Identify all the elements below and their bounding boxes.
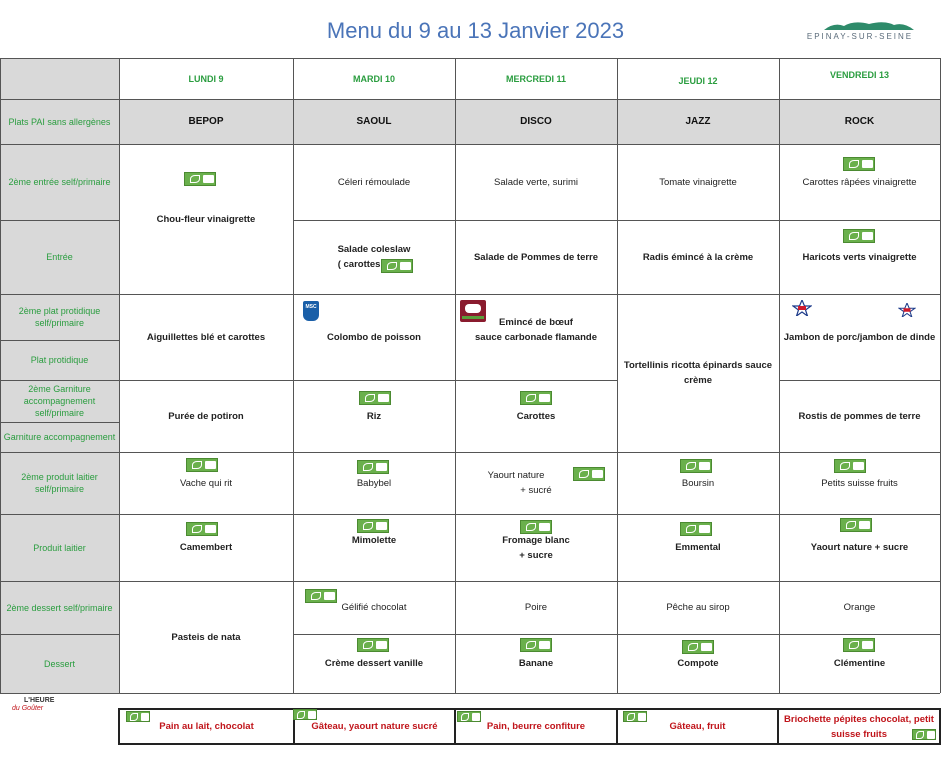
snack-mercredi: Pain, beurre confiture [456, 710, 616, 743]
theme-jeudi: JAZZ [617, 99, 779, 144]
jeudi-dessert: Compote [617, 634, 779, 693]
mardi-plat: Colombo de poisson [293, 294, 455, 380]
row-label-plat: Plat protidique [0, 340, 119, 380]
row-label-dessert: Dessert [0, 634, 119, 693]
mercredi-dessert: Banane [455, 634, 617, 693]
organic-icon [573, 467, 605, 481]
day-header-mardi: MARDI 10 [293, 58, 455, 99]
row-label-laitier2: 2ème produit laitier self/primaire [0, 452, 119, 514]
mercredi-entree: Salade de Pommes de terre [455, 220, 617, 294]
snack-lundi: Pain au lait, chocolat [120, 710, 293, 743]
vendredi-garniture: Rostis de pommes de terre [779, 380, 940, 452]
french-pork-icon [792, 300, 812, 316]
jeudi-laitier2: Boursin [617, 452, 779, 514]
lundi-laitier: Camembert [119, 514, 293, 581]
jeudi-laitier: Emmental [617, 514, 779, 581]
organic-icon [520, 391, 552, 405]
lundi-plat: Aiguillettes blé et carottes [119, 294, 293, 380]
organic-icon [843, 638, 875, 652]
jeudi-entree2: Tomate vinaigrette [617, 144, 779, 220]
mardi-laitier: Mimolette [293, 514, 455, 581]
jeudi-plat-line1: Tortellinis ricotta épinards sauce [623, 360, 773, 371]
mardi-dessert2: Gélifié chocolat [293, 581, 455, 634]
gouter-logo [12, 697, 66, 715]
theme-mardi: SAOUL [293, 99, 455, 144]
mercredi-garniture: Carottes [455, 380, 617, 452]
organic-icon [184, 172, 216, 186]
theme-vendredi: ROCK [779, 99, 940, 144]
mardi-entree2: Céleri rémoulade [293, 144, 455, 220]
jeudi-entree: Radis émincé à la crème [617, 220, 779, 294]
day-header-lundi: LUNDI 9 [119, 58, 293, 99]
french-beef-icon [460, 300, 486, 322]
organic-icon [843, 157, 875, 171]
vendredi-entree: Haricots verts vinaigrette [779, 220, 940, 294]
day-header-vendredi: VENDREDI 13 [779, 58, 940, 99]
theme-lundi: BEPOP [119, 99, 293, 144]
theme-mercredi: DISCO [455, 99, 617, 144]
organic-icon [840, 518, 872, 532]
organic-icon [357, 460, 389, 474]
mercredi-plat-line1: Emincé de bœuf [499, 317, 573, 328]
organic-icon [457, 711, 481, 722]
mardi-entree-line1: Salade coleslaw [337, 244, 411, 255]
mardi-entree-line2a: ( carottes [337, 259, 381, 270]
organic-icon [623, 711, 647, 722]
organic-icon [682, 640, 714, 654]
row-label-garniture: Garniture accompagnement [0, 422, 119, 452]
organic-icon [520, 520, 552, 534]
row-label-dessert2: 2ème dessert self/primaire [0, 581, 119, 634]
vendredi-dessert: Clémentine [779, 634, 940, 693]
msc-label-icon: MSC [303, 301, 319, 321]
organic-icon [293, 709, 317, 720]
mercredi-laitier2 [455, 452, 617, 514]
lundi-garniture: Purée de potiron [119, 380, 293, 452]
mercredi-entree2: Salade verte, surimi [455, 144, 617, 220]
jeudi-plat-line2: crème [684, 375, 712, 386]
city-logo [784, 18, 936, 42]
lundi-dessert: Pasteis de nata [119, 581, 293, 693]
row-label-entree: Entrée [0, 220, 119, 294]
mercredi-laitier2-line2: + sucré [520, 485, 552, 496]
organic-icon [834, 459, 866, 473]
city-skyline-icon [824, 20, 914, 30]
row-label-laitier: Produit laitier [0, 514, 119, 581]
snack-vendredi: Briochette pépites chocolat, petit suisse fruits [779, 710, 939, 743]
vendredi-dessert2: Orange [779, 581, 940, 634]
organic-icon [357, 519, 389, 533]
organic-icon [843, 229, 875, 243]
vendredi-entree2: Carottes râpées vinaigrette [779, 144, 940, 220]
lundi-laitier2: Vache qui rit [119, 452, 293, 514]
page-title: Menu du 9 au 13 Janvier 2023 [326, 18, 625, 43]
mardi-dessert: Crème dessert vanille [293, 634, 455, 693]
organic-icon [186, 522, 218, 536]
organic-icon [680, 459, 712, 473]
lundi-entree-text: Chou-fleur vinaigrette [156, 213, 256, 225]
gouter-logo-line1: L'HEURE [24, 697, 55, 704]
organic-icon [381, 259, 413, 273]
mardi-entree [293, 220, 455, 294]
mercredi-dessert2: Poire [455, 581, 617, 634]
vendredi-laitier: Yaourt nature + sucre [779, 514, 940, 581]
row-label-garniture2: 2ème Garniture accompagnement self/primaire [0, 380, 119, 422]
snack-jeudi: Gâteau, fruit [618, 710, 777, 743]
city-logo-text: EPINAY-SUR-SEINE [806, 32, 914, 41]
jeudi-plat [617, 294, 779, 452]
organic-icon [357, 638, 389, 652]
mercredi-plat-line2: sauce carbonade flamande [475, 332, 597, 343]
row-label-plat2: 2ème plat protidique self/primaire [0, 294, 119, 340]
gouter-logo-line2: du Goûter [12, 705, 44, 712]
mercredi-laitier-line1: Fromage blanc [502, 534, 570, 546]
organic-icon [126, 711, 150, 722]
organic-icon [359, 391, 391, 405]
row-label-pai: Plats PAI sans allergènes [0, 99, 119, 144]
vendredi-laitier2: Petits suisse fruits [779, 452, 940, 514]
jeudi-dessert2: Pêche au sirop [617, 581, 779, 634]
corner-cell [0, 58, 119, 99]
mercredi-laitier2-line1: Yaourt nature [487, 470, 545, 481]
organic-icon [680, 522, 712, 536]
organic-icon [305, 589, 337, 603]
mercredi-laitier-line2: + sucre [519, 549, 553, 561]
row-label-entree2: 2ème entrée self/primaire [0, 144, 119, 220]
snack-mardi: Gâteau, yaourt nature sucré [295, 710, 454, 743]
day-header-mercredi: MERCREDI 11 [455, 58, 617, 99]
day-header-jeudi: JEUDI 12 [617, 58, 779, 99]
vendredi-plat: Jambon de porc/jambon de dinde [779, 294, 940, 380]
organic-icon [520, 638, 552, 652]
organic-icon [186, 458, 218, 472]
mardi-garniture: Riz [293, 380, 455, 452]
lundi-entree [119, 144, 293, 294]
organic-icon [912, 729, 936, 740]
mardi-laitier2: Babybel [293, 452, 455, 514]
french-poultry-icon [898, 303, 916, 317]
